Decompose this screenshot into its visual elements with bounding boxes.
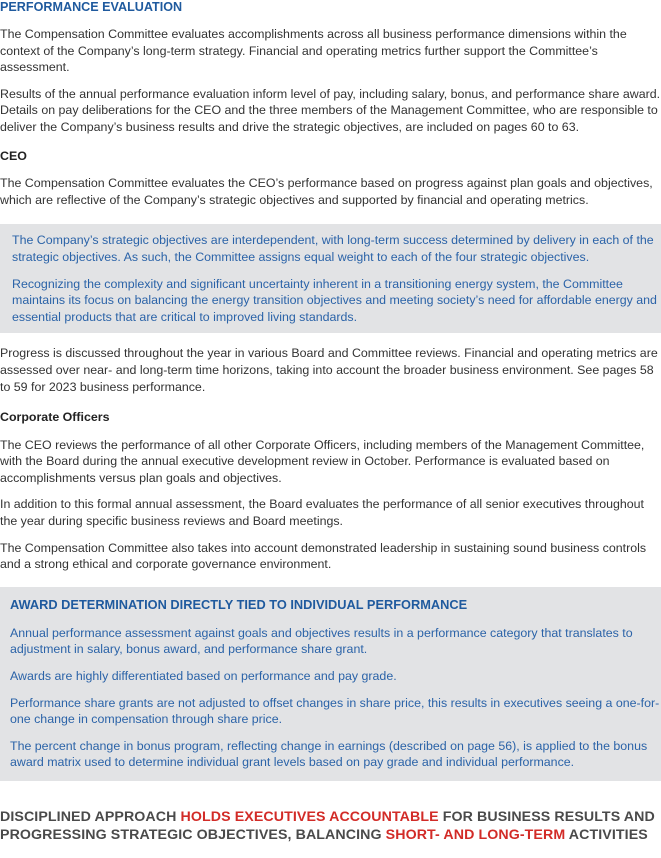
ceo-callout-box xyxy=(0,224,661,333)
corporate-officers-heading: Corporate Officers xyxy=(0,410,110,425)
award-item-1: Annual performance assessment against goals and objectives results in a performance category that translates to adjustment in salary, bonus award, and performance share grant. xyxy=(10,625,633,657)
ceo-paragraph-2: Progress is discussed throughout the year in various Board and Committee reviews. Financial and operating metrics are assessed over near- and long-term time horizons, taking into account the broader business environment. See pages 58 to 59 for 2023 business performance. xyxy=(0,346,658,394)
corporate-officers-paragraph-3: The Compensation Committee also takes into account demonstrated leadership in sustaining sound business controls and a strong ethical and corporate governance environment. xyxy=(0,540,647,572)
performance-evaluation-heading: PERFORMANCE EVALUATION xyxy=(0,0,183,14)
footer-text-1: DISCIPLINED APPROACH xyxy=(0,809,181,825)
award-item-4: The percent change in bonus program, reflecting change in earnings (described on page 56), is applied to the bonus award matrix used to determine individual grant levels based on pay grade and individual performance. xyxy=(10,738,648,770)
footer-callout-title xyxy=(0,808,661,844)
performance-evaluation-paragraph-2: Results of the annual performance evaluation inform level of pay, including salary, bonus, and performance share award. Details on pay deliberations for the CEO and the three members of the Management Committee, who are responsible to deliver the Company’s business results and drive the strategic objectives, are included on pages 60 to 63. xyxy=(0,86,661,134)
footer-accent-1: HOLDS EXECUTIVES ACCOUNTABLE xyxy=(180,809,439,825)
award-item-3: Performance share grants are not adjusted to offset changes in share price, this results in executives seeing a one-for-one change in compensation through share price. xyxy=(10,695,660,727)
performance-evaluation-paragraph-1: The Compensation Committee evaluates accomplishments across all business performance dimensions within the context of the Company’s long-term strategy. Financial and operating metrics further support the Committee’s assessment. xyxy=(0,27,627,75)
corporate-officers-paragraph-2: In addition to this formal annual assessment, the Board evaluates the performance of all senior executives throughout the year during specific business reviews and Board meetings. xyxy=(0,497,644,529)
award-determination-title: AWARD DETERMINATION DIRECTLY TIED TO INDIVIDUAL PERFORMANCE xyxy=(10,596,468,612)
corporate-officers-paragraph-1: The CEO reviews the performance of all other Corporate Officers, including members of the Management Committee, with the Board during the annual executive development review in October. Performance is evaluated based on accomplishments versus plan goals and objectives. xyxy=(0,437,645,485)
ceo-callout-paragraph-2: Recognizing the complexity and significant uncertainty inherent in a transitioning energy system, the Committee maintains its focus on balancing the energy transition objectives and meeting society’s need for affordable energy and essential products that are critical to improved living standards. xyxy=(12,276,657,324)
ceo-heading: CEO xyxy=(0,148,27,163)
section-corporate-officers xyxy=(0,409,661,573)
footer-text-2: FOR BUSINESS RESULTS AND PROGRESSING STRATEGIC OBJECTIVES, BALANCING xyxy=(0,809,655,843)
footer-accent-2: SHORT- AND LONG-TERM xyxy=(385,827,566,843)
footer-text-3: ACTIVITIES xyxy=(565,827,648,843)
ceo-callout-paragraph-1: The Company’s strategic objectives are interdependent, with long-term success determined by delivery in each of the strategic objectives. As such, the Committee assigns equal weight to each of the four strategic objectives. xyxy=(12,233,654,264)
ceo-paragraph-1: The Compensation Committee evaluates the CEO’s performance based on progress against plan goals and objectives, which are reflective of the Company’s strategic objectives and supported by financial and operating metrics. xyxy=(0,176,653,207)
award-item-2: Awards are highly differentiated based on performance and pay grade. xyxy=(10,669,397,684)
award-determination-box xyxy=(0,587,661,781)
section-performance-evaluation xyxy=(0,0,661,136)
section-ceo xyxy=(0,148,661,396)
